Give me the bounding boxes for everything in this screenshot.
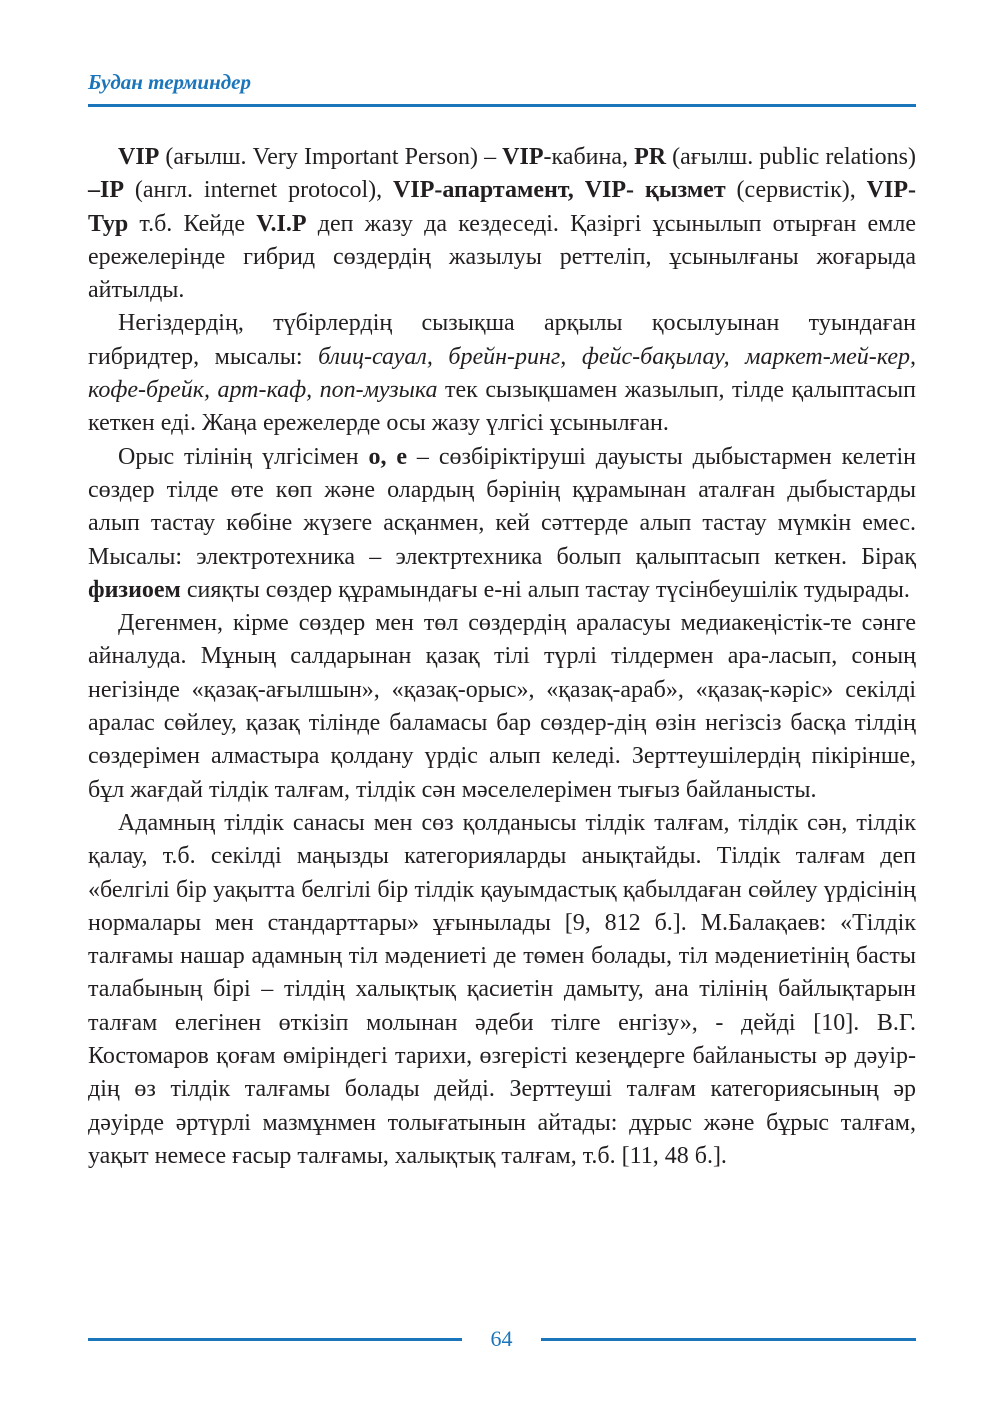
text-run: Дегенмен, кірме сөздер мен төл сөздердің араласуы медиакеңістік-те сәнге айналуда. Мұның салдарынан қазақ тілі түрлі тілдермен ара-ласып, соның негізінде «қазақ-ағылшын», «қазақ-орыс», «қазақ-араб», «қазақ-кәріс» секілді аралас сөйлеу, қазақ тілінде баламасы бар сөздер-дің өзін негізсіз басқа тілдің сөздерімен алмастыра қолдану үрдіс алып келеді. Зерттеушілердің пікірінше, бұл жағдай тілдік талғам, тілдік сән мәселелерімен тығыз байланысты. [88, 610, 916, 803]
bold-term: VIP [118, 144, 160, 170]
paragraph [88, 607, 916, 807]
footer-divider-left [88, 1338, 462, 1341]
paragraph [88, 807, 916, 1173]
text-run: Негіздердің, түбірлердің сызықша арқылы қосылуынан туындаған гибридтер, мысалы: [88, 310, 916, 370]
text-run: – сөзбіріктіруші дауысты дыбыстармен келетін сөздер тілде өте көп және олардың бәрінің құрамынан аталған дыбыстарды алып тастау көбіне жүзеге асқанмен, кей сәттерде алып тастау мүмкін емес. Мысалы: электротехника – электртехника болып қалыптасып кеткен. Бірақ [88, 443, 917, 570]
bold-term: PR [634, 144, 667, 170]
text-run: Адамның тілдік санасы мен сөз қолданысы тілдік талғам, тілдік сән, тілдік қалау, т.б. секілді маңызды категорияларды анықтайды. Тілдік талғам деп «белгілі бір уақытта белгілі бір тілдік қауымдастық қабылдаған сөйлеу үрдісінің нормалары мен стандарттары» ұғынылады [9, 812 б.]. М.Балақаев: «Тілдік талғамы нашар адамның тіл мәдениеті де төмен болады, тіл мәдениетінің басты талабының бірі – тілдің халықтық қасиетін дамыту, ана тілінің байлықтарын талғам елегінен өткізіп молынан әдеби тілге енгізу», - дейді [10]. В.Г. Костомаров қоғам өміріндегі тарихи, өзгерісті кезеңдерге байланысты әр дәуір-дің өз тілдік талғамы болады дейді. Зерттеуші талғам категориясының әр дәуірде әртүрлі мазмұнмен толығатынын айтады: дұрыс және бұрыс талғам, уақыт немесе ғасыр талғамы, халықтық талғам, т.б. [11, 48 б.]. [88, 809, 916, 1169]
bold-term: о, е [368, 443, 408, 470]
text-run: деп жазу да кездеседі. Қазіргі ұсынылып отырған емле ережелерінде гибрид сөздердің жазылуы реттеліп, ұсынылғаны жоғарыда айтылды. [88, 210, 916, 304]
body-text [88, 141, 916, 1173]
page-number: 64 [490, 1326, 513, 1351]
text-run: -кабина, [543, 144, 635, 170]
text-run: т.б. Кейде [128, 210, 257, 237]
paragraph [88, 141, 916, 307]
text-run: Орыс тілінің үлгісімен [118, 443, 369, 470]
bold-term: VIP-Тур [88, 177, 916, 237]
text-run: сияқты сөздер құрамындағы е-ні алып тастау түсінбеушілік тудырады. [180, 576, 910, 603]
bold-term: –IP [88, 177, 124, 204]
text-run: тек сызықшамен жазылып, тілде қалыптасып кеткен еді. Жаңа ережелерде осы жазу үлгісі ұсынылған. [88, 377, 917, 437]
paragraph [88, 307, 916, 440]
header-divider [88, 104, 916, 107]
bold-term: VIP-апартамент, VIP- қызмет [393, 177, 726, 204]
text-run: (англ. internet protocol), [124, 177, 394, 204]
text-run: (сервистік), [725, 177, 867, 204]
bold-term: физиоем [88, 576, 181, 603]
italic-examples: блиц-сауал, брейн-ринг, фейс-бақылау, маркет-мей-кер, кофе-брейк, арт-каф, поп-музыка [88, 343, 916, 404]
footer-divider-right [541, 1338, 916, 1341]
paragraph [88, 441, 916, 607]
text-run: (ағылш. public relations) [666, 144, 916, 170]
bold-term: VIP [502, 144, 544, 170]
running-header-title: Будан терминдер [88, 70, 251, 94]
bold-term: V.I.P [256, 210, 307, 237]
text-run: (ағылш. Very Important Person) – [159, 144, 503, 170]
